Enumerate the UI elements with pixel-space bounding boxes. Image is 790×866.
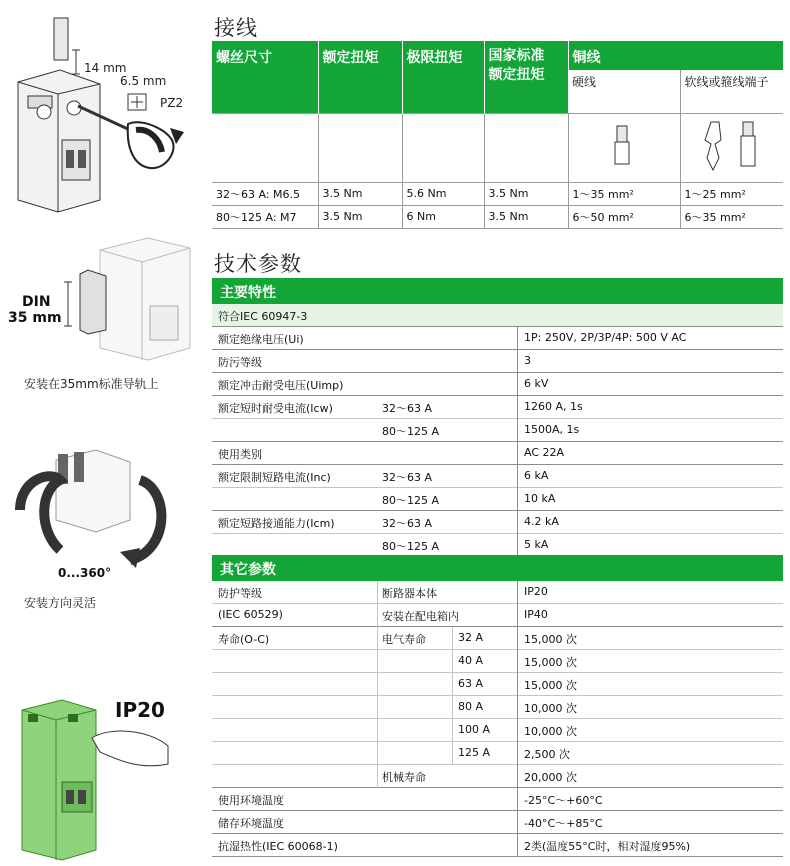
header-copper-wire: 铜线: [568, 41, 783, 69]
spec-range: 32～63 A: [382, 517, 433, 530]
wiring-cell: 1～25 mm²: [680, 182, 783, 205]
spec-range: 32～63 A: [382, 471, 433, 484]
spec-range: 80～125 A: [382, 425, 440, 438]
main-features-table: [212, 304, 783, 557]
main-features-bar: [212, 278, 783, 304]
din-35mm-label: 35 mm: [8, 310, 62, 326]
illustration-ip20: [0, 690, 210, 862]
pz2-label: PZ2: [160, 96, 184, 110]
spec-label: 防污等级: [218, 356, 262, 369]
spec-label: 额定限制短路电流(Inc): [218, 471, 331, 484]
life-rating: 32 A: [458, 631, 484, 644]
wiring-cell: 6～35 mm²: [680, 205, 783, 228]
spec-value: 4.2 kA: [524, 515, 559, 528]
wiring-cell: 6 Nm: [402, 205, 484, 228]
subheader-rigid: 硬线: [568, 69, 680, 113]
wiring-cell: 5.6 Nm: [402, 182, 484, 205]
spec-range: 80～125 A: [382, 494, 440, 507]
wiring-title: 接线: [214, 16, 258, 40]
spec-label: 额定绝缘电压(Ui): [218, 333, 304, 346]
dim-14mm-label: 14 mm: [84, 61, 127, 75]
wiring-cell: 3.5 Nm: [318, 182, 402, 205]
life-rating: 80 A: [458, 700, 484, 713]
spec-label: (IEC 60529): [218, 608, 283, 621]
spec-value: -25°C～+60°C: [524, 794, 603, 807]
ip20-label: IP20: [115, 698, 165, 722]
spec-label: 抗湿热性(IEC 60068-1): [218, 840, 338, 853]
spec-value: 2类(温度55°C时，相对湿度95%): [524, 840, 691, 853]
life-rating: 125 A: [458, 746, 491, 759]
rotation-label: 0...360°: [58, 566, 112, 580]
spec-label: 寿命(O-C): [218, 633, 270, 646]
spec-value: 15,000 次: [524, 633, 577, 646]
spec-label: 防护等级: [218, 587, 262, 600]
spec-value: 6 kV: [524, 377, 549, 390]
subheader-flexible: 软线或箍线端子: [680, 69, 783, 113]
spec-value: 10 kA: [524, 492, 556, 505]
spec-value: IP20: [524, 585, 548, 598]
illustration-rotation: [0, 440, 210, 610]
illustration-wiring: [0, 0, 200, 220]
spec-value: AC 22A: [524, 446, 565, 459]
spec-label: 额定短时耐受电流(Icw): [218, 402, 333, 415]
spec-value: 6 kA: [524, 469, 549, 482]
other-params-title: 其它参数: [220, 562, 276, 578]
rigid-wire-icon: [573, 114, 673, 178]
spec-label: 使用类别: [218, 448, 262, 461]
flexible-ferrule-wire-icon: [685, 114, 781, 178]
wiring-cell: 1～35 mm²: [568, 182, 680, 205]
wiring-table: [212, 41, 783, 229]
caption-din: 安装在35mm标准导轨上: [24, 377, 159, 391]
spec-value: 1500A, 1s: [524, 423, 580, 436]
caption-rotation: 安装方向灵活: [24, 596, 97, 610]
spec-sub: 电气寿命: [382, 633, 426, 646]
header-max-torque: 极限扭矩: [402, 41, 484, 113]
ip20-finger-breaker-icon: [0, 690, 210, 862]
header-national-torque: 国家标准 额定扭矩: [484, 41, 568, 113]
header-screw-size: 螺丝尺寸: [212, 41, 318, 113]
spec-sub: 安装在配电箱内: [382, 610, 459, 623]
column-divider: [517, 581, 518, 856]
spec-value: 20,000 次: [524, 771, 577, 784]
spec-value: IP40: [524, 608, 548, 621]
wiring-cell: 80～125 A: M7: [212, 205, 318, 228]
wiring-cell: 3.5 Nm: [318, 205, 402, 228]
spec-value: 10,000 次: [524, 725, 577, 738]
spec-value: 5 kA: [524, 538, 549, 551]
spec-sub: 断路器本体: [382, 587, 437, 600]
dim-6-5mm-label: 6.5 mm: [120, 74, 167, 88]
column-divider: [377, 581, 378, 788]
breaker-screwdriver-icon: [0, 0, 200, 220]
spec-value: 1260 A, 1s: [524, 400, 583, 413]
wiring-cell: 6～50 mm²: [568, 205, 680, 228]
spec-range: 32～63 A: [382, 402, 433, 415]
spec-value: -40°C～+85°C: [524, 817, 603, 830]
wiring-cell: 3.5 Nm: [484, 205, 568, 228]
spec-range: 80～125 A: [382, 540, 440, 553]
din-label: DIN: [22, 294, 51, 310]
tech-title: 技术参数: [214, 252, 302, 276]
main-features-title: 主要特性: [220, 285, 276, 301]
spec-value: 2,500 次: [524, 748, 570, 761]
spec-label: 储存环境温度: [218, 817, 284, 830]
spec-value: 1P: 250V, 2P/3P/4P: 500 V AC: [524, 331, 687, 344]
column-divider: [517, 327, 518, 557]
spec-label: 额定冲击耐受电压(Uimp): [218, 379, 344, 392]
spec-value: 3: [524, 354, 531, 367]
life-rating: 40 A: [458, 654, 484, 667]
header-rated-torque: 额定扭矩: [318, 41, 402, 113]
column-divider: [452, 627, 453, 765]
spec-value: 15,000 次: [524, 656, 577, 669]
rotation-arrows-icon: [0, 440, 210, 580]
other-params-bar: [212, 555, 783, 581]
illustration-din-rail: [0, 230, 210, 400]
life-rating: 100 A: [458, 723, 491, 736]
spec-sub: 机械寿命: [382, 771, 426, 784]
spec-value: 15,000 次: [524, 679, 577, 692]
spec-label: 额定短路接通能力(Icm): [218, 517, 335, 530]
other-params-table: [212, 581, 783, 857]
life-rating: 63 A: [458, 677, 484, 690]
wiring-cell: 3.5 Nm: [484, 182, 568, 205]
spec-label: 符合IEC 60947-3: [218, 310, 308, 323]
spec-value: 10,000 次: [524, 702, 577, 715]
wiring-cell: 32～63 A: M6.5: [212, 182, 318, 205]
spec-label: 使用环境温度: [218, 794, 284, 807]
